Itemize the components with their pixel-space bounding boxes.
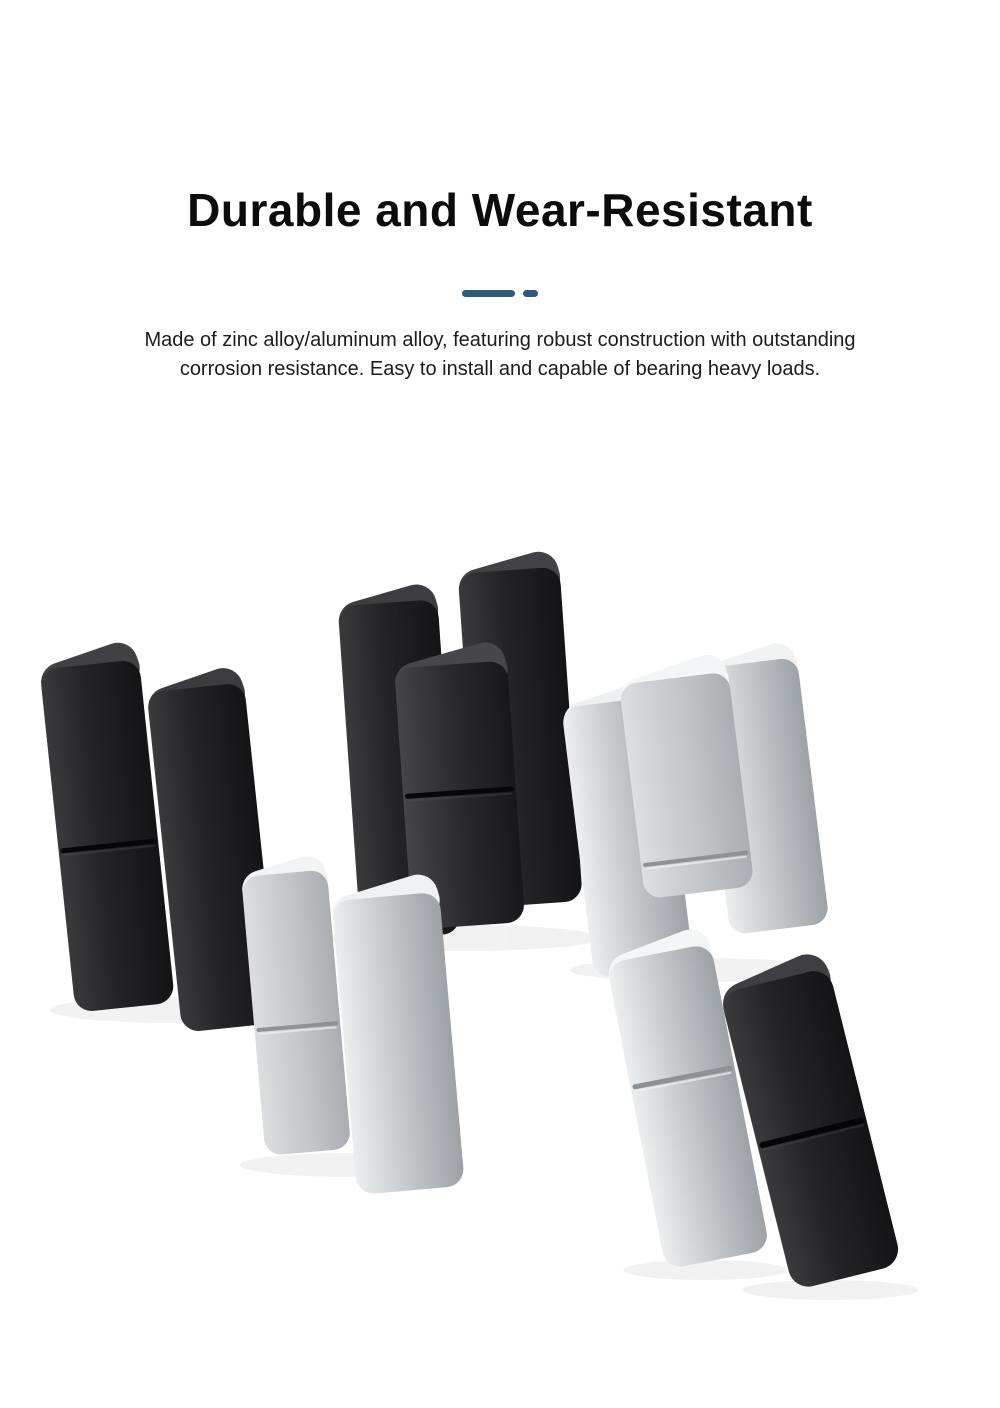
description-line: corrosion resistance. Easy to install and capable of bearing heavy loads.	[179, 358, 821, 380]
silver-h-hinge	[553, 637, 836, 979]
shadow	[742, 1280, 918, 1300]
silver-hinge-pair	[236, 841, 469, 1203]
page-title: Durable and Wear-Resistant	[187, 184, 813, 236]
divider-long-dash	[462, 290, 515, 297]
black-hinge-pair	[33, 626, 283, 1044]
shadow	[623, 1260, 787, 1280]
divider-short-dash	[523, 290, 538, 297]
description-line: Made of zinc alloy/aluminum alloy, featuring robust construction with outstanding	[144, 329, 856, 351]
product-description	[0, 326, 1000, 384]
product-photo	[0, 540, 1000, 1310]
divider	[0, 290, 1000, 297]
black-h-hinge	[331, 546, 588, 940]
